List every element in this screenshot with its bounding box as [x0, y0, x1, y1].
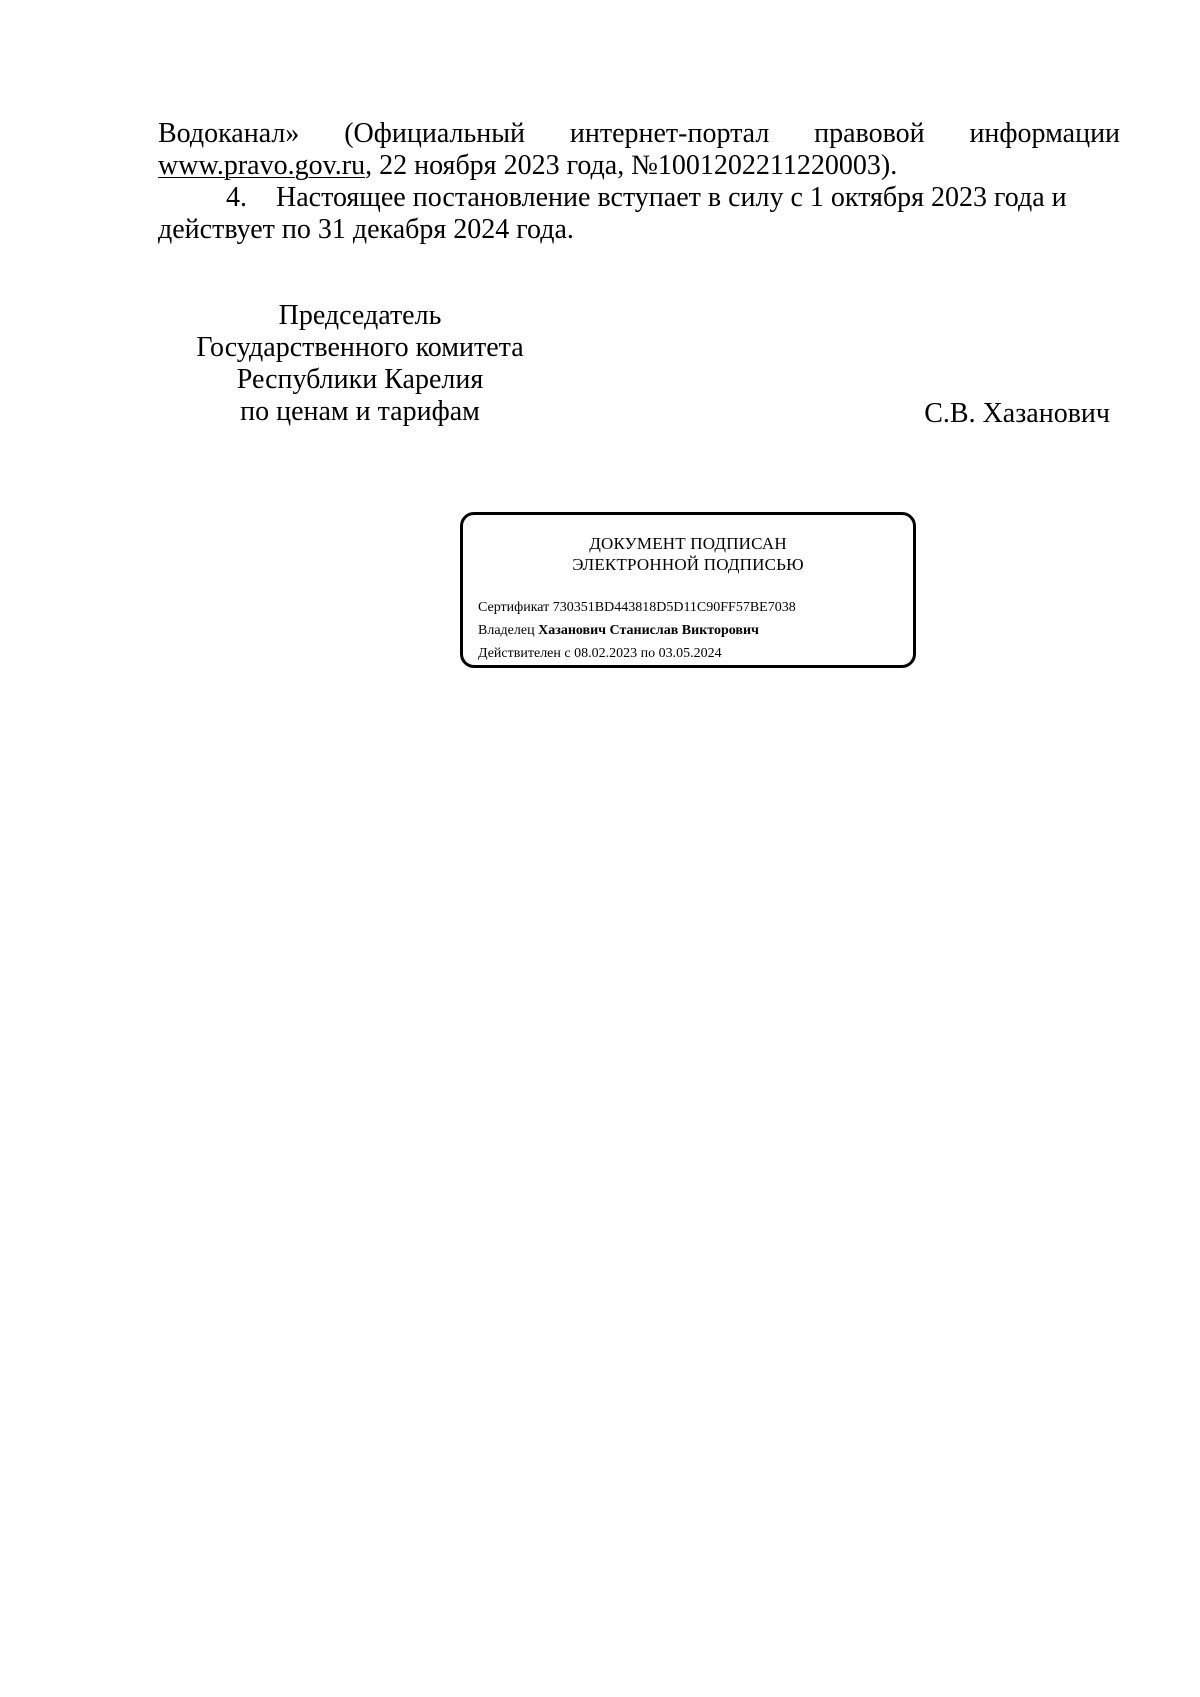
- signer-name: С.В. Хазанович: [924, 398, 1110, 429]
- owner-label: Владелец: [478, 623, 535, 638]
- owner-value: Хазанович Станислав Викторович: [538, 623, 759, 638]
- electronic-signature-stamp: [460, 512, 916, 668]
- stamp-owner-line: [478, 619, 796, 642]
- paragraph-2-text: Настоящее постановление вступает в силу с 1 октября 2023 года и: [276, 182, 1067, 213]
- stamp-validity-line: [478, 642, 796, 665]
- valid-from-label: Действителен с: [478, 646, 571, 661]
- word: информации: [969, 118, 1121, 149]
- pravo-gov-link[interactable]: www.pravo.gov.ru: [158, 150, 366, 181]
- word: (Официальный: [344, 118, 526, 149]
- paragraph-1-line-1: [158, 118, 1120, 150]
- stamp-certificate-line: [478, 596, 796, 619]
- stamp-title-line: ЭЛЕКТРОННОЙ ПОДПИСЬЮ: [572, 555, 804, 574]
- paragraph-2-line-1: [158, 182, 1120, 214]
- signer-position-line: Республики Карелия: [236, 364, 484, 395]
- word: интернет-портал: [569, 118, 770, 149]
- paragraph-1-line-2: [158, 150, 1120, 182]
- signer-position: [160, 300, 560, 428]
- stamp-title-line: ДОКУМЕНТ ПОДПИСАН: [589, 534, 787, 553]
- certificate-value: 730351BD443818D5D11C90FF57BE7038: [552, 600, 796, 615]
- word: правовой: [814, 118, 925, 149]
- signer-position-line: по ценам и тарифам: [240, 396, 480, 427]
- paragraph-number: 4.: [226, 182, 247, 213]
- word: Водоканал»: [158, 118, 300, 149]
- paragraph-2-line-2: действует по 31 декабря 2024 года.: [158, 214, 574, 245]
- signer-position-line: Государственного комитета: [196, 332, 524, 363]
- valid-from-date: 08.02.2023: [574, 646, 638, 661]
- certificate-label: Сертификат: [478, 600, 550, 615]
- valid-to-date: 03.05.2024: [658, 646, 722, 661]
- stamp-title: [463, 533, 913, 575]
- valid-to-label: по: [640, 646, 656, 661]
- paragraph-1-rest: , 22 ноября 2023 года, №1001202211220003).: [365, 150, 898, 181]
- signer-position-line: Председатель: [278, 300, 442, 331]
- stamp-details: [478, 596, 796, 665]
